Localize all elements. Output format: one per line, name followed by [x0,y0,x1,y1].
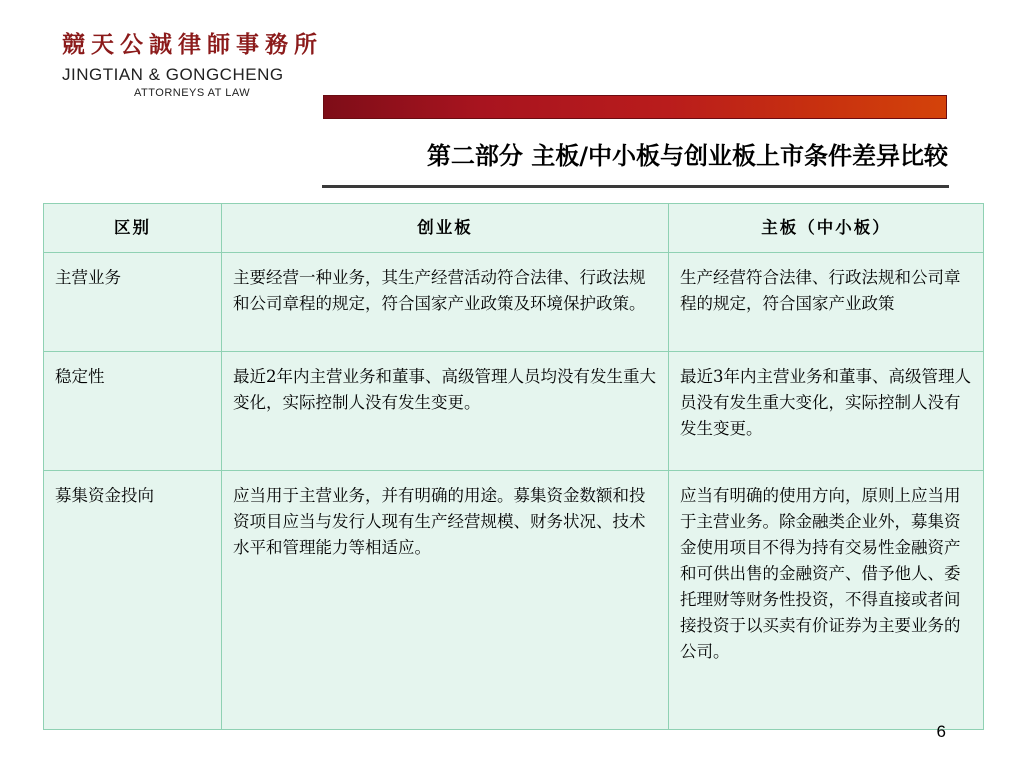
slide-title: 第二部分 主板/中小板与创业板上市条件差异比较 [426,142,948,170]
main-board-cell: 最近3年内主营业务和董事、高级管理人员没有发生重大变化，实际控制人没有发生变更。 [669,352,984,471]
header-category: 区别 [44,204,222,253]
table-row [44,352,984,471]
firm-name-english: JINGTIAN & GONGCHENG [62,65,284,84]
row-category: 主营业务 [44,253,222,352]
chinext-cell: 应当用于主营业务，并有明确的用途。募集资金数额和投资项目应当与发行人现有生产经营规模、财务状况、技术水平和管理能力等相适应。 [222,471,669,730]
row-category: 稳定性 [44,352,222,471]
page-number: 6 [936,722,946,741]
main-board-cell: 应当有明确的使用方向，原则上应当用于主营业务。除金融类企业外，募集资金使用项目不得为持有交易性金融资产和可供出售的金融资产、借予他人、委托理财等财务性投资，不得直接或者间接投资于以买卖有价证券为主要业务的公司。 [669,471,984,730]
table-header-row [44,204,984,253]
firm-name-chinese: 競天公誠律師事務所 [62,31,323,58]
header-banner [323,95,947,119]
header-chinext: 创业板 [222,204,669,253]
chinext-cell: 主要经营一种业务，其生产经营活动符合法律、行政法规和公司章程的规定，符合国家产业政策及环境保护政策。 [222,253,669,352]
title-underline [322,185,949,188]
table-row [44,471,984,730]
comparison-table [43,203,984,730]
firm-tagline: ATTORNEYS AT LAW [134,87,251,99]
table-row [44,253,984,352]
main-board-cell: 生产经营符合法律、行政法规和公司章程的规定，符合国家产业政策 [669,253,984,352]
chinext-cell: 最近2年内主营业务和董事、高级管理人员均没有发生重大变化，实际控制人没有发生变更。 [222,352,669,471]
header-main-board: 主板（中小板） [669,204,984,253]
firm-logo [62,30,323,100]
row-category: 募集资金投向 [44,471,222,730]
